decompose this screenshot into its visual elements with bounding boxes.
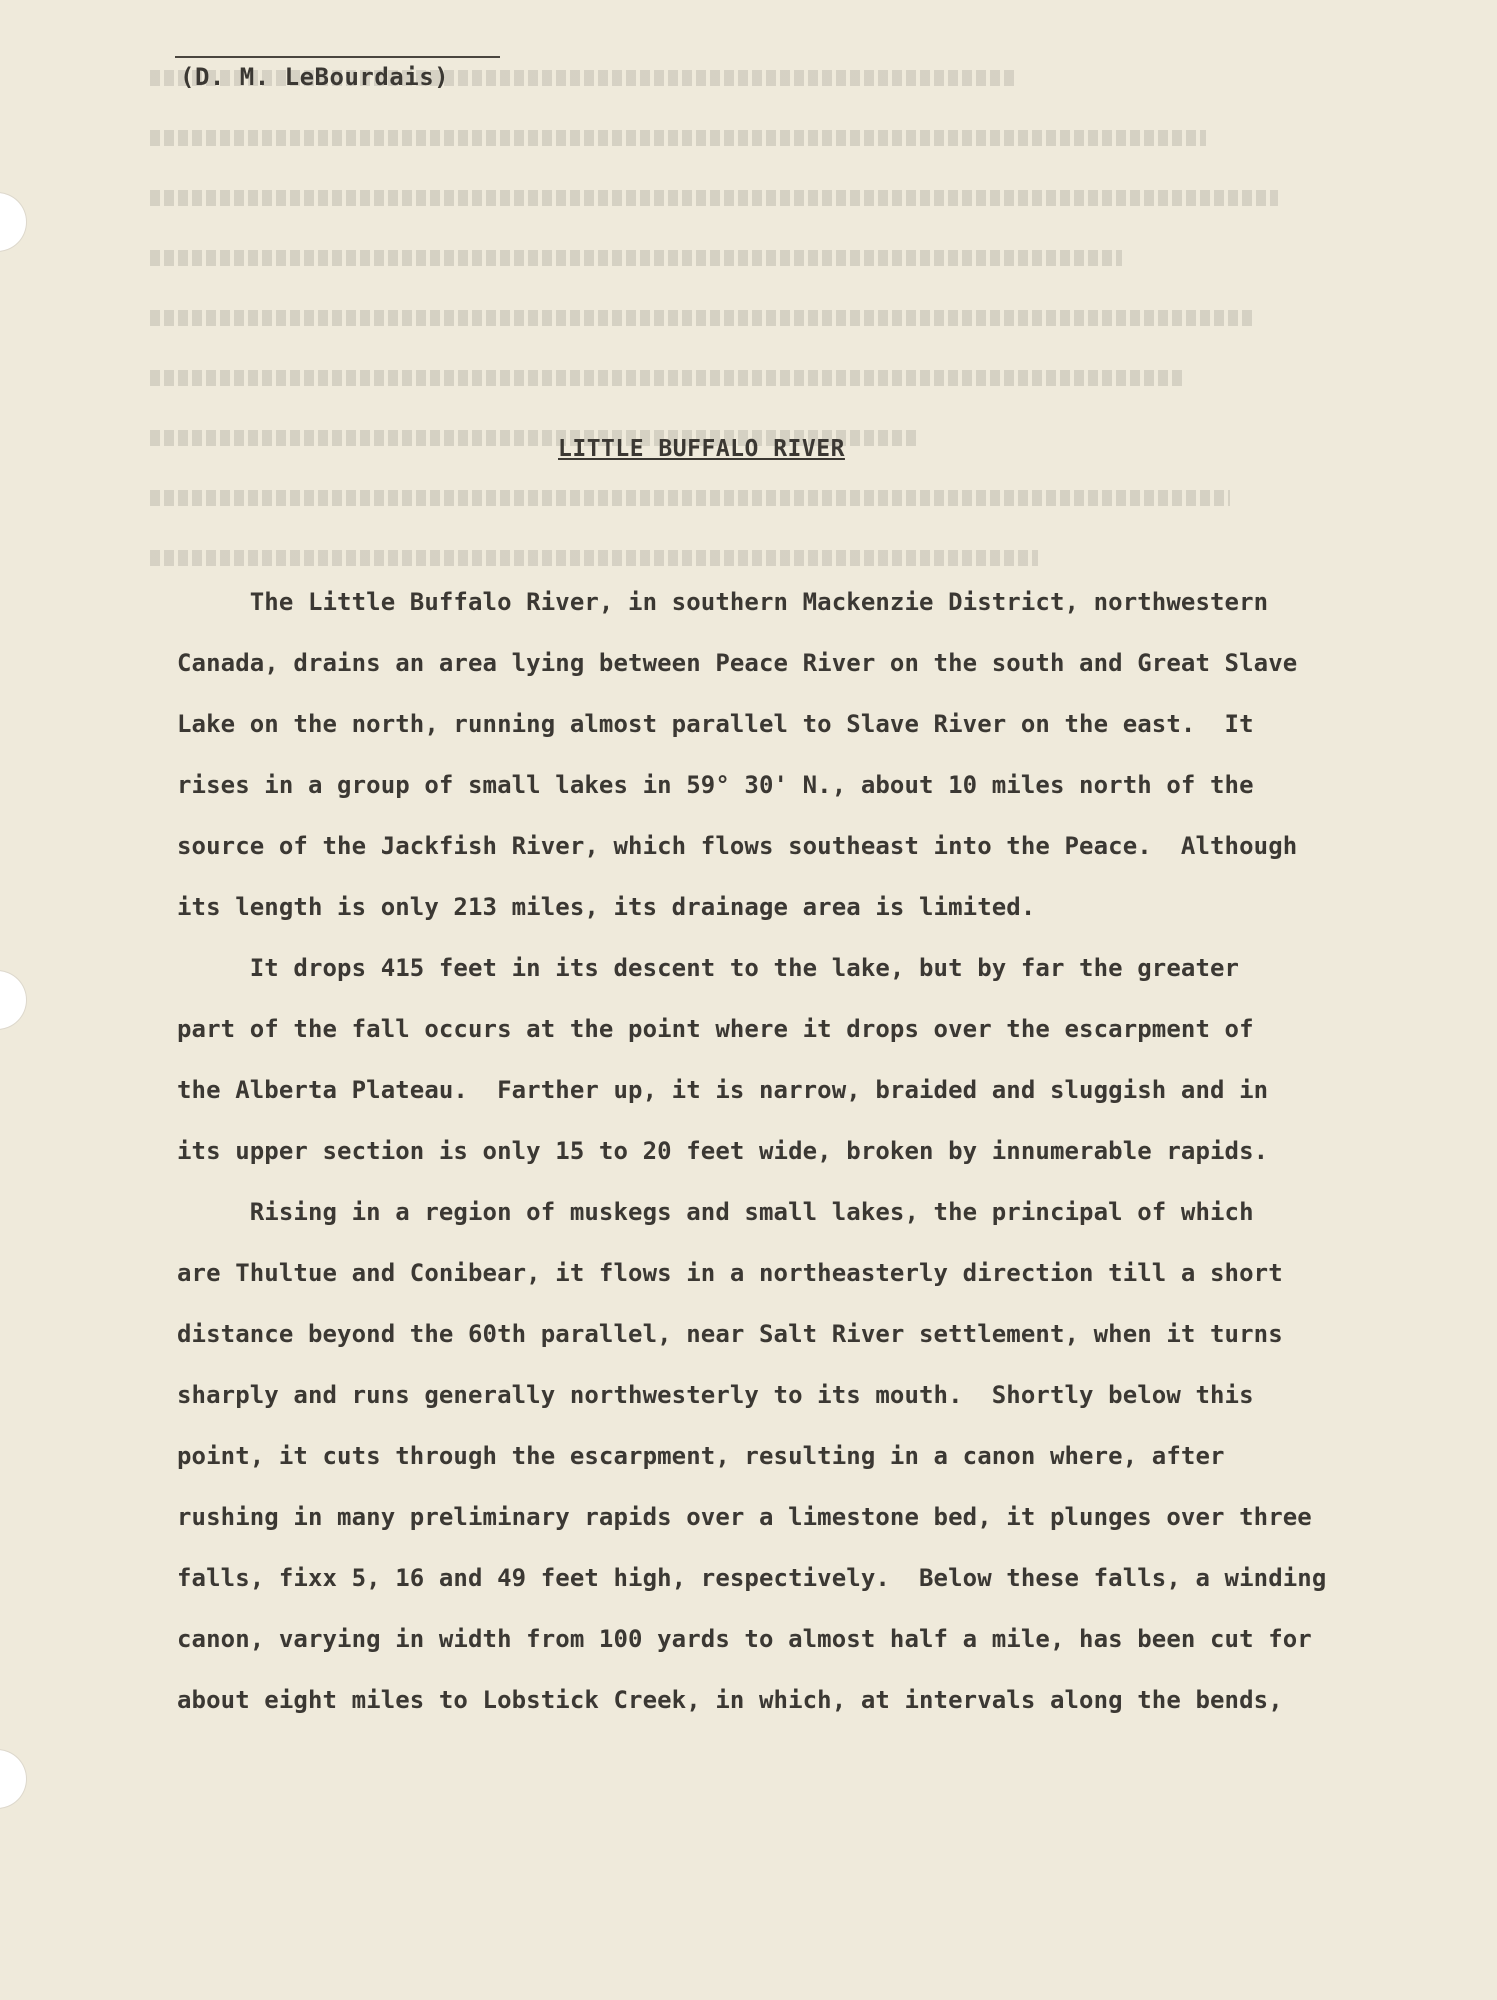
text-line: sharply and runs generally northwesterly to its mouth. Shortly below this [177,1381,1254,1409]
text-line: about eight miles to Lobstick Creek, in which, at intervals along the bends, [177,1686,1283,1714]
text-line: are Thultue and Conibear, it flows in a northeasterly direction till a short [177,1259,1283,1287]
text-line: canon, varying in width from 100 yards to almost half a mile, has been cut for [177,1625,1312,1653]
text-line: distance beyond the 60th parallel, near Salt River settlement, when it turns [177,1320,1283,1348]
text-line: point, it cuts through the escarpment, resulting in a canon where, after [177,1442,1225,1470]
text-line: part of the fall occurs at the point where it drops over the escarpment of [177,1015,1254,1043]
text-line: falls, fixx 5, 16 and 49 feet high, respectively. Below these falls, a winding [177,1564,1327,1592]
document-title: LITTLE BUFFALO RIVER [558,436,845,462]
punch-hole [0,971,26,1029]
punch-hole [0,193,26,251]
text-line: It drops 415 feet in its descent to the lake, but by far the greater [177,954,1240,982]
text-line: rushing in many preliminary rapids over a limestone bed, it plunges over three [177,1503,1312,1531]
header-rule [175,56,500,58]
text-line: rises in a group of small lakes in 59° 30' N., about 10 miles north of the [177,771,1254,799]
text-line: Lake on the north, running almost parallel to Slave River on the east. It [177,710,1254,738]
text-line: the Alberta Plateau. Farther up, it is narrow, braided and sluggish and in [177,1076,1269,1104]
text-line: its length is only 213 miles, its drainage area is limited. [177,893,1036,921]
show-through-text [150,70,1350,590]
text-line: its upper section is only 15 to 20 feet wide, broken by innumerable rapids. [177,1137,1269,1165]
text-line: Rising in a region of muskegs and small lakes, the principal of which [177,1198,1254,1226]
text-line: source of the Jackfish River, which flows southeast into the Peace. Although [177,832,1298,860]
author-line: (D. M. LeBourdais) [180,63,450,91]
text-line: The Little Buffalo River, in southern Mackenzie District, northwestern [177,588,1269,616]
text-line: Canada, drains an area lying between Peace River on the south and Great Slave [177,649,1298,677]
punch-hole [0,1750,26,1808]
